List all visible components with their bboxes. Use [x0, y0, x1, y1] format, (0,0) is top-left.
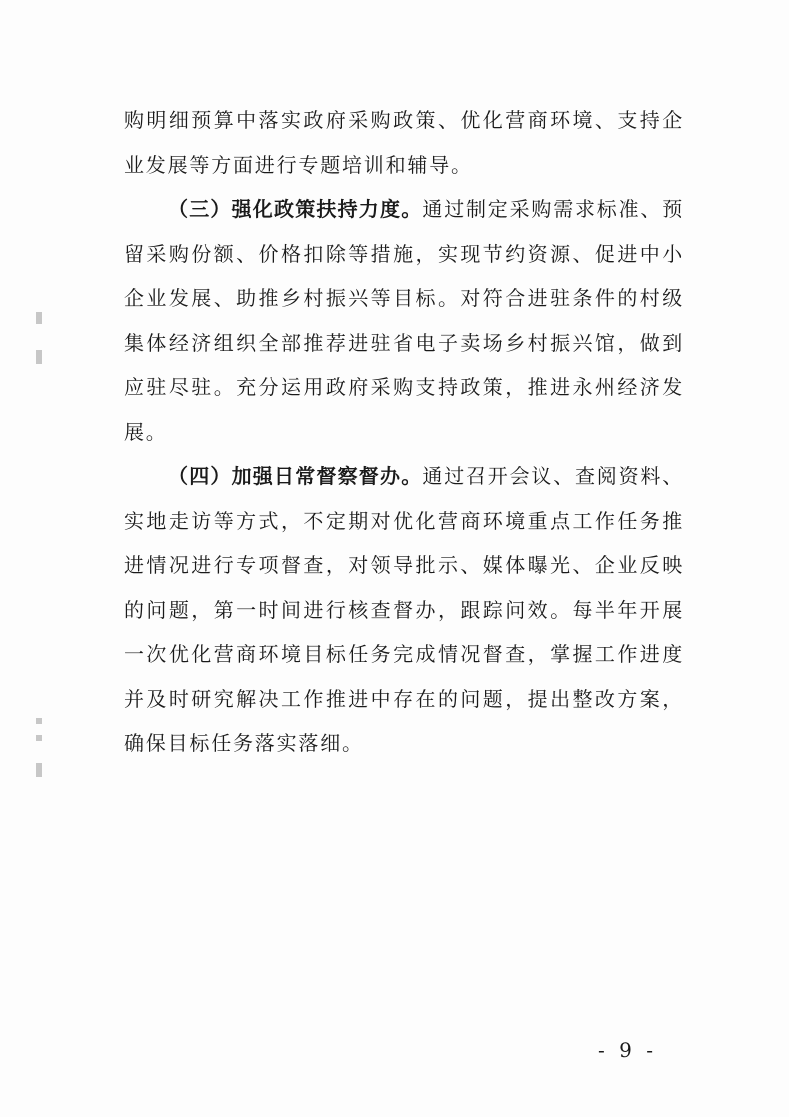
- paragraph-text: 通过制定采购需求标准、预留采购份额、价格扣除等措施，实现节约资源、促进中小企业发展、助推乡村振兴等目标。对符合进驻条件的村级集体经济组织全部推荐进驻省电子卖场乡村振兴馆，做到应驻尽驻。充分运用政府采购支持政策，推进永州经济发展。: [124, 197, 685, 444]
- paragraph-policy-support: [124, 187, 684, 454]
- paragraph-supervision: [124, 454, 684, 766]
- paragraph-training: [124, 98, 684, 187]
- section-heading-three: （三）强化政策扶持力度。: [168, 197, 423, 221]
- binding-mark: [36, 718, 42, 724]
- binding-mark: [36, 350, 42, 364]
- binding-mark: [36, 312, 42, 324]
- paragraph-text: 通过召开会议、查阅资料、实地走访等方式，不定期对优化营商环境重点工作任务推进情况进行专项督查，对领导批示、媒体曝光、企业反映的问题，第一时间进行核查督办，跟踪问效。每半年开展一次优化营商环境目标任务完成情况督查，掌握工作进度并及时研究解决工作推进中存在的问题，提出整改方案，确保目标任务落实落细。: [124, 464, 685, 755]
- paragraph-text: 购明细预算中落实政府采购政策、优化营商环境、支持企业发展等方面进行专题培训和辅导。: [124, 108, 684, 177]
- section-heading-four: （四）加强日常督察督办。: [168, 464, 423, 488]
- binding-mark: [36, 763, 42, 777]
- binding-mark: [36, 735, 42, 741]
- page-number: - 9 -: [598, 1038, 657, 1062]
- body-text: [124, 98, 684, 766]
